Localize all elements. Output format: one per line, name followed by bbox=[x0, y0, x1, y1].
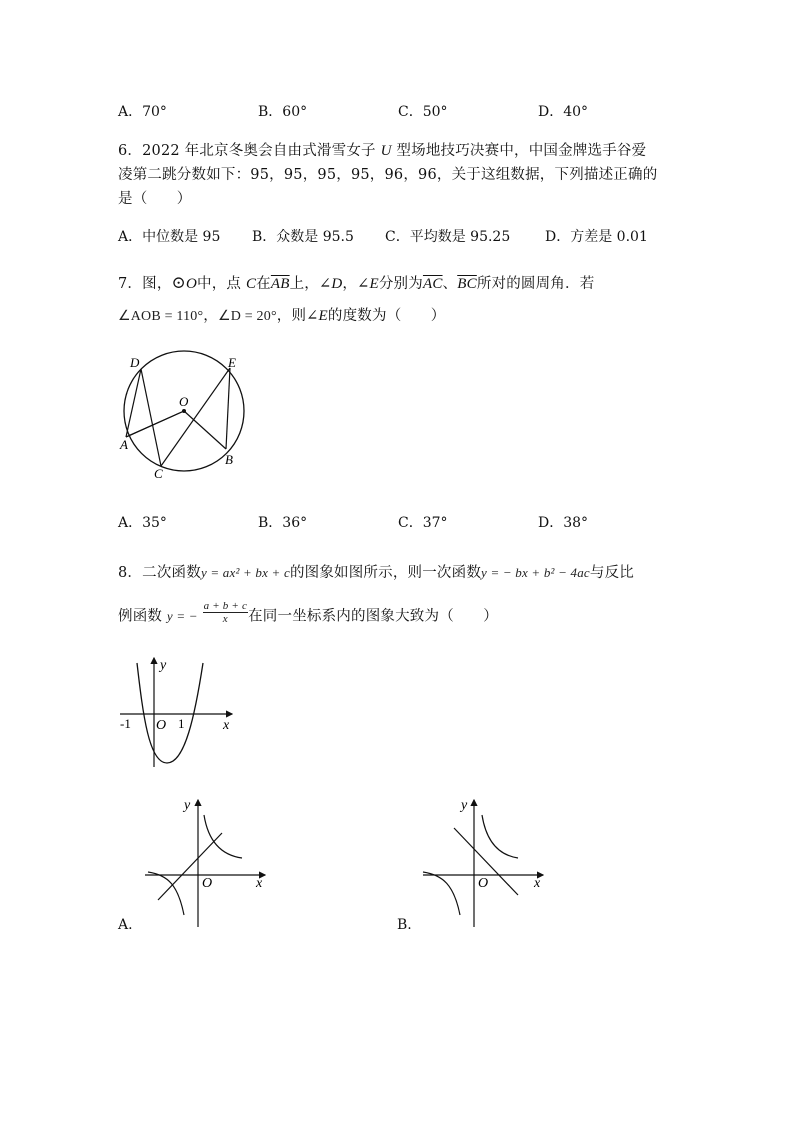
q8-option-a: A. bbox=[118, 917, 133, 933]
q7-e: E bbox=[369, 276, 379, 292]
origin-label: O bbox=[202, 876, 213, 891]
q7-c: C bbox=[245, 276, 257, 292]
axis-y-label: y bbox=[461, 798, 468, 813]
tick-1: 1 bbox=[178, 716, 185, 731]
q7-o: O bbox=[185, 276, 198, 292]
q7-option-a: A．35° bbox=[118, 515, 167, 531]
q7-text: 上，∠ bbox=[289, 276, 332, 292]
axis-x-label: x bbox=[223, 718, 230, 733]
q7-text: 、 bbox=[442, 276, 458, 292]
q7-aob: ∠AOB = 110° bbox=[118, 309, 204, 324]
inverse-lhs: y = − bbox=[166, 608, 198, 624]
arc-bc: $\overline{BC}$ bbox=[457, 276, 477, 292]
origin-label: O bbox=[478, 876, 489, 891]
q8-text: 与反比 bbox=[589, 565, 635, 581]
q7-option-b: B．36° bbox=[258, 515, 308, 531]
q8-text: 8．二次函数 bbox=[118, 565, 201, 581]
q7-stem-line1 bbox=[118, 272, 594, 293]
fraction-denominator: x bbox=[222, 613, 228, 625]
label-c: C bbox=[154, 466, 163, 480]
label-b: B bbox=[225, 452, 233, 467]
label-a: A bbox=[120, 437, 128, 452]
q6-option-a: A．中位数是 95 bbox=[118, 229, 221, 245]
q7-text: ，则∠ bbox=[276, 308, 319, 324]
arc-ab: $\overline{AB}$ bbox=[270, 276, 290, 292]
arc-ac: $\overline{AC}$ bbox=[422, 276, 443, 292]
q5-option-d: D．40° bbox=[538, 104, 589, 120]
q7-text: 在 bbox=[256, 276, 271, 292]
axis-y-label: y bbox=[160, 658, 167, 673]
q7-text: ，∠ bbox=[342, 276, 370, 292]
q5-option-c: C．50° bbox=[398, 104, 448, 120]
q8-text: 在同一坐标系内的图象大致为（ ） bbox=[248, 608, 498, 625]
q7-option-d: D．38° bbox=[538, 515, 589, 531]
q6-option-d: D．方差是 0.01 bbox=[545, 229, 648, 245]
circle-o-symbol: ⊙ bbox=[171, 273, 186, 293]
q6-option-b: B．众数是 95.5 bbox=[252, 229, 354, 245]
hyperbola-q1 bbox=[204, 815, 242, 858]
q7-e2: E bbox=[318, 308, 328, 324]
q6-stem-line3: 是（ ） bbox=[118, 191, 192, 207]
label-d: D bbox=[130, 355, 140, 370]
quadratic-formula: y = ax² + bx + c bbox=[200, 565, 290, 580]
seg-eb bbox=[226, 368, 230, 449]
q7-text: 的度数为（ ） bbox=[327, 308, 446, 324]
label-e: E bbox=[228, 355, 236, 370]
q5-option-a: A．70° bbox=[118, 104, 167, 120]
q8-text: 例函数 bbox=[118, 608, 163, 625]
seg-oa bbox=[126, 411, 184, 437]
q7-option-c: C．37° bbox=[398, 515, 448, 531]
seg-dc bbox=[141, 369, 161, 466]
q7-text: 分别为 bbox=[378, 276, 423, 292]
circle-figure bbox=[112, 345, 252, 480]
hyperbola-q3 bbox=[423, 872, 460, 915]
q6-u: U bbox=[380, 143, 392, 159]
q8-stem-line2 bbox=[118, 600, 498, 629]
linear-formula: y = − bx + b² − 4ac bbox=[481, 565, 590, 580]
q7-stem-line2 bbox=[118, 304, 446, 325]
q8-stem-line1 bbox=[118, 561, 634, 582]
q7-text: 所对的圆周角．若 bbox=[476, 276, 595, 292]
option-b-graph bbox=[418, 795, 553, 930]
q6-option-c: C．平均数是 95.25 bbox=[385, 229, 511, 245]
q6-text-1b: 型场地技巧决赛中，中国金牌选手谷爱 bbox=[396, 143, 647, 159]
q6-stem-line1 bbox=[118, 139, 646, 160]
q6-stem-line2: 凌第二跳分数如下：95，95，95，95，96，96，关于这组数据，下列描述正确的 bbox=[118, 167, 658, 183]
linear-line bbox=[158, 833, 222, 900]
q8-text: 的图象如图所示，则一次函数 bbox=[289, 565, 482, 581]
axis-y-label: y bbox=[184, 798, 191, 813]
hyperbola-q1 bbox=[482, 815, 518, 858]
label-o: O bbox=[179, 394, 189, 409]
q7-text: ， bbox=[203, 308, 218, 324]
q7-d: D bbox=[331, 276, 343, 292]
origin-label: O bbox=[156, 718, 167, 733]
option-a-graph bbox=[140, 795, 275, 930]
axis-x-label: x bbox=[256, 876, 263, 891]
q7-text: 7．图， bbox=[118, 276, 172, 292]
q6-text-1: 6．2022 年北京冬奥会自由式滑雪女子 bbox=[118, 143, 376, 159]
q7-d-value: ∠D = 20° bbox=[218, 309, 277, 324]
q8-option-b: B. bbox=[397, 917, 412, 933]
seg-ob bbox=[184, 411, 226, 449]
center-dot bbox=[182, 409, 186, 413]
axis-x-label: x bbox=[534, 876, 541, 891]
q5-option-b: B．60° bbox=[258, 104, 308, 120]
inverse-fraction bbox=[203, 600, 249, 625]
fraction-numerator: a + b + c bbox=[203, 600, 248, 612]
tick-neg1: -1 bbox=[120, 716, 131, 731]
q7-text: 中，点 bbox=[197, 276, 242, 292]
parabola-graph bbox=[115, 655, 240, 770]
parabola-curve bbox=[137, 663, 203, 763]
